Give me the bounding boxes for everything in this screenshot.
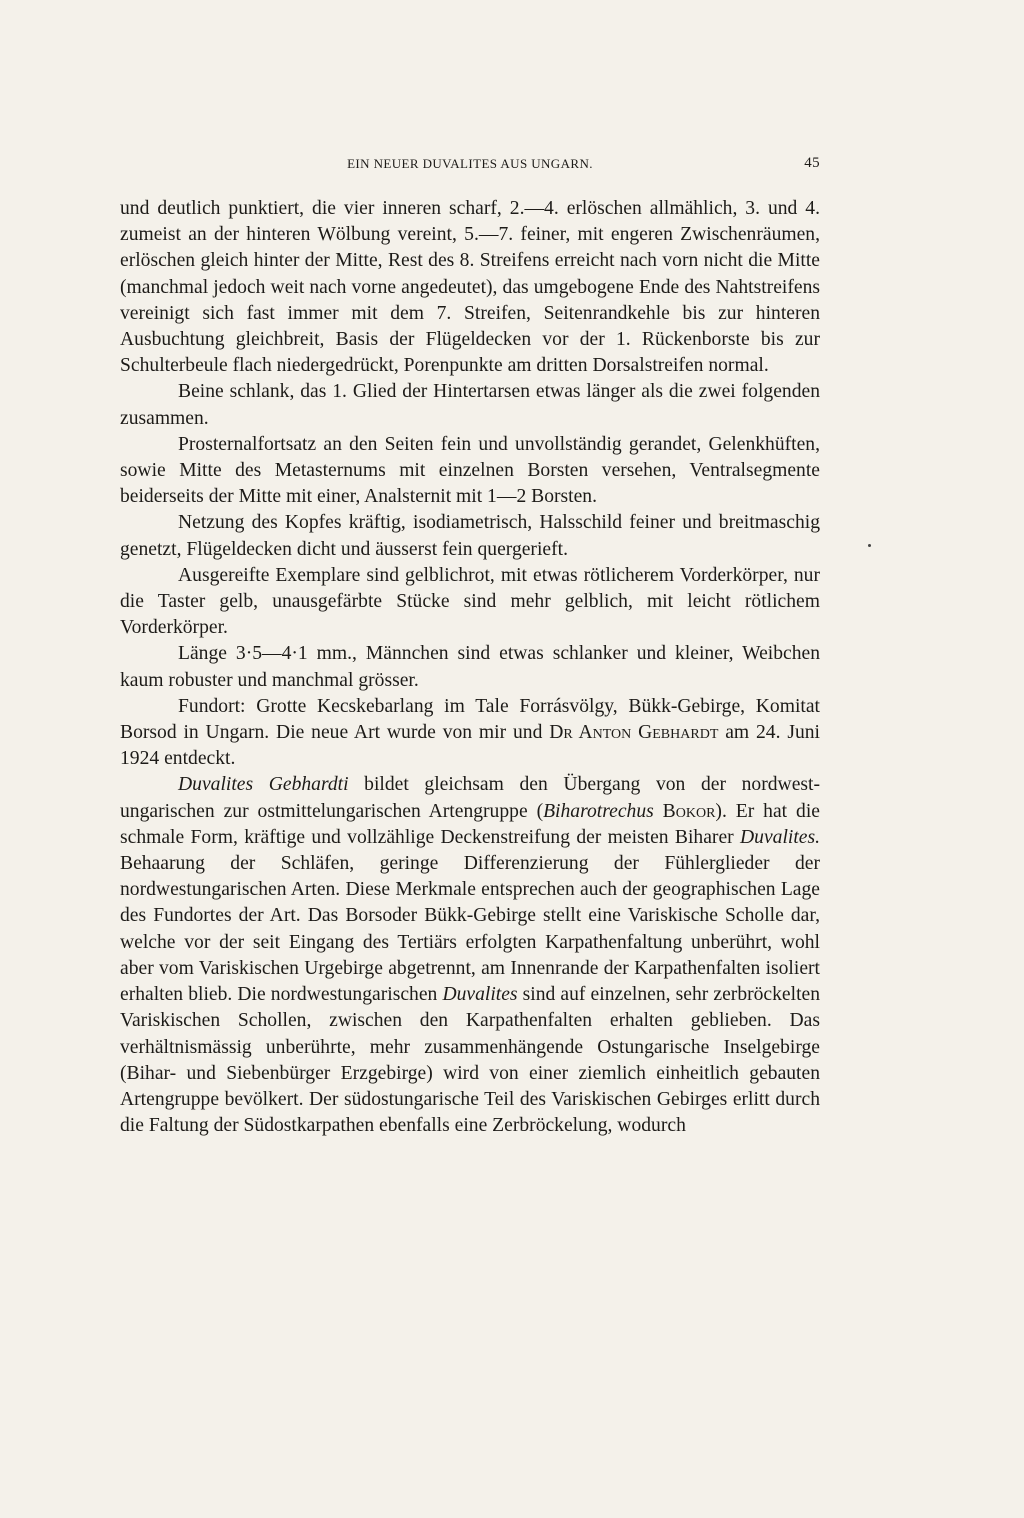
paragraph-discussion <box>120 772 820 1139</box>
paragraph-coloration: Ausgereifte Exemplare sind gelblichrot, mit etwas rötlicherem Vorderkörper, nur die Taster gelb, unausgefärbte Stücke sind mehr gelblich, mit leicht rötlichem Vorderkörper. <box>120 564 820 639</box>
discussion-text: Behaarung der Schläfen, geringe Differenzierung der Fühlerglieder der nordwestungarischen Arten. Diese Merkmale entsprechen auch der geographischen Lage des Fundortes der Art. Das Borsoder Bükk-Gebirge stellt eine Variskische Scholle dar, welche vor der seit Eingang des Tertiärs erfolgten Karpathenfaltung unberührt, wohl aber vom Variskischen Urgebirge abgetrennt, am Innenrande der Karpathenfalten isoliert erhalten blieb. Die nordwestungarischen <box>120 853 820 1006</box>
discussion-text: ). Er hat die schmale Form, kräftige und vollzählige Deckenstreifung der meisten Biharer <box>120 800 820 848</box>
running-title: EIN NEUER DUVALITES AUS UNGARN. <box>347 156 593 171</box>
taxon-author: Bokor <box>653 800 716 822</box>
discussion-text: sind auf einzelnen, sehr zerbröckelten Variskischen Schollen, zwischen den Karpathenfalten erhalten geblieben. Das verhältnismässig unberührte, mehr zusammenhängende Ostungarische Inselgebirge (Bihar- und Siebenbürger Erzgebirge) wird von einer ziemlich einheitlich gebauten Artengruppe bevölkert. Der südostungarische Teil des Variskischen Gebirges erlitt durch die Faltung der Südostkarpathen ebenfalls eine Zerbröckelung, wodurch <box>120 984 821 1137</box>
taxon-name: Biharotrechus <box>543 800 654 822</box>
taxon-name: Duvalites. <box>740 826 820 848</box>
collector-name: Dr Anton Gebhardt <box>549 722 719 744</box>
ink-speck <box>868 544 871 547</box>
taxon-name: Duvalites Gebhardti <box>178 774 349 796</box>
locality-text: Fundort: Grotte Kecskebarlang im Tale Forrásvölgy, Bükk-Gebirge, Komitat Borsod in Ungarn. Die neue Art wurde von mir und <box>120 695 820 744</box>
paragraph-legs: Beine schlank, das 1. Glied der Hintertarsen etwas länger als die zwei folgenden zusammen. <box>120 381 820 429</box>
paragraph-microsculpture: Netzung des Kopfes kräftig, isodiametrisch, Halsschild feiner und breitmaschig genetzt, Flügeldecken dicht und äusserst fein quergerieft. <box>120 512 820 560</box>
paragraph-length: Länge 3·5—4·1 mm., Männchen sind etwas schlanker und kleiner, Weibchen kaum robuster und manchmal grösser. <box>120 643 820 691</box>
discussion-text: bildet gleichsam den Übergang von der nordwestungarischen zur ostmittelungarischen Artengruppe ( <box>120 774 820 822</box>
locality-date: am 24. Juni 1924 entdeckt. <box>120 722 820 770</box>
page-number: 45 <box>804 155 820 171</box>
paragraph-continuation: und deutlich punktiert, die vier inneren scharf, 2.—4. erlöschen allmählich, 3. und 4. zumeist an der hinteren Wölbung vereint, 5.—7. feiner, mit engeren Zwischenräumen, erlöschen gleich hinter der Mitte, Rest des 8. Streifens erreicht nach vorn nicht die Mitte (manchmal jedoch weit nach vorne angedeutet), das umgebogene Ende des Nahtstreifens vereinigt sich fast immer mit dem 7. Streifen, Seitenrandkehle bis zur hinteren Ausbuchtung gleichbreit, Basis der Flügeldecken vor der 1. Rückenborste bis zur Schulterbeule flach niedergedrückt, Porenpunkte am dritten Dorsalstreifen normal. <box>120 198 820 377</box>
paragraph-locality <box>120 694 820 773</box>
taxon-name: Duvalites <box>442 984 518 1006</box>
paragraph-prosternum: Prosternalfortsatz an den Seiten fein und unvollständig gerandet, Gelenkhüften, sowie Mitte des Metasternums mit einzelnen Borsten versehen, Ventralsegmente beiderseits der Mitte mit einer, Analsternit mit 1—2 Borsten. <box>120 433 820 508</box>
article-body <box>120 196 820 1139</box>
